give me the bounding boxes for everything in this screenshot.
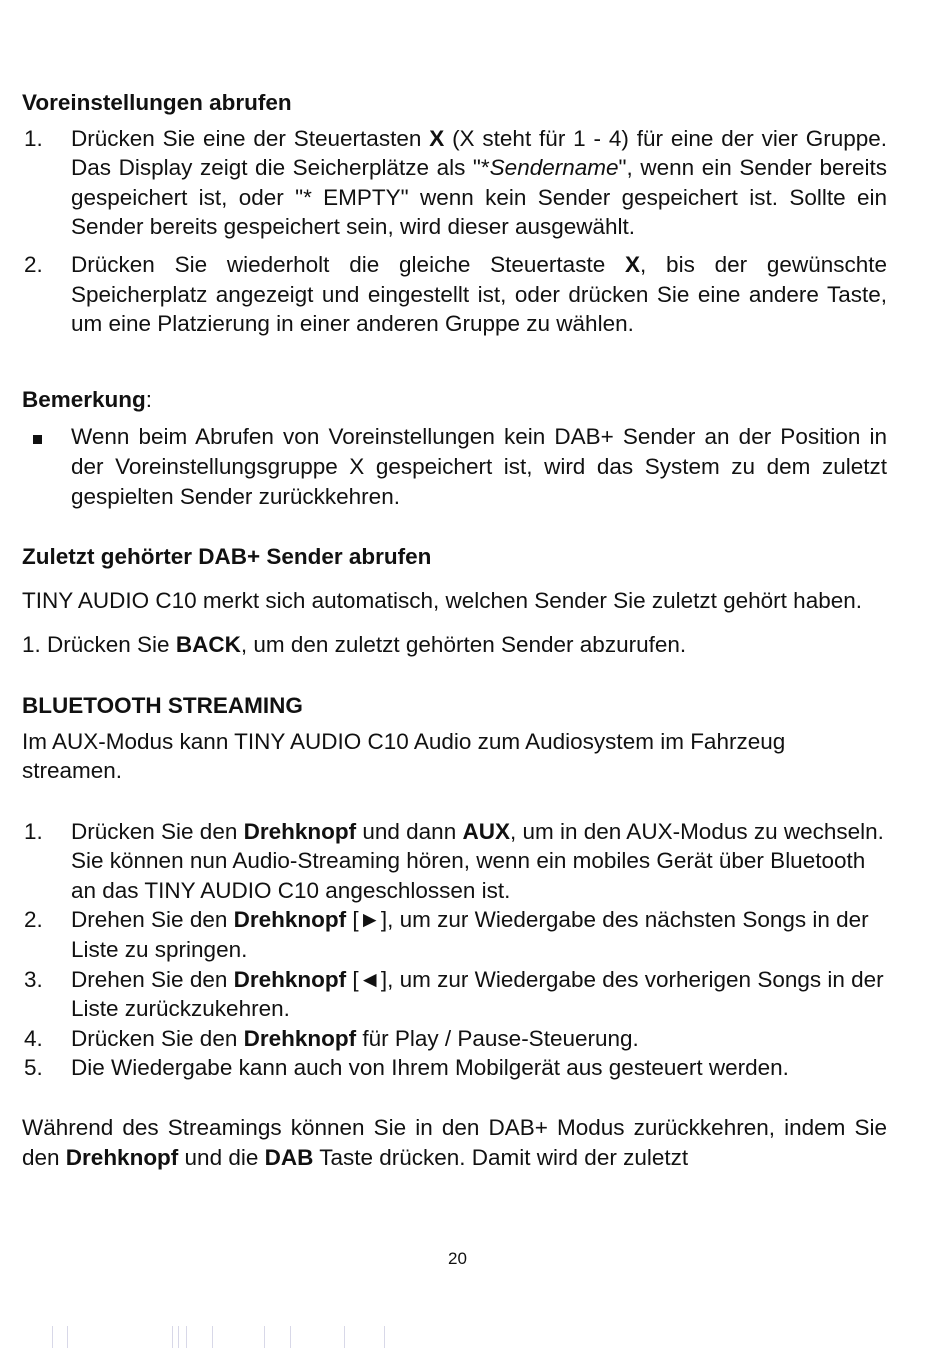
- bullet-icon: [22, 422, 71, 511]
- list-number: 2.: [24, 907, 43, 933]
- text-run: , bis der gewünschte Speicherplatz angezeigt und eingestellt ist, oder drücken Sie eine andere Taste, um eine Platzierung in einer anderen Gruppe zu wählen.: [71, 251, 887, 337]
- text-run: Drehen Sie den: [71, 907, 234, 933]
- list-item-text: [71, 250, 887, 339]
- text-run: Taste drücken. Damit wird der zuletzt: [313, 1144, 689, 1170]
- list-item: [22, 422, 887, 511]
- list-item: [22, 1024, 887, 1054]
- key-label: X: [625, 251, 641, 277]
- bluetooth-intro: Im AUX-Modus kann TINY AUDIO C10 Audio zum Audiosystem im Fahrzeug streamen.: [22, 728, 786, 784]
- bluetooth-closing: [22, 1113, 887, 1172]
- key-label: Drehknopf: [233, 966, 347, 992]
- key-label: AUX: [462, 818, 510, 844]
- list-number: 3.: [24, 966, 43, 992]
- list-item: [22, 817, 887, 906]
- text-run: , um den zuletzt gehörten Sender abzurufen.: [240, 632, 687, 658]
- text-run: Drücken Sie wiederholt die gleiche Steuertaste: [71, 251, 625, 277]
- list-number: 2.: [24, 251, 43, 277]
- list-item: [22, 250, 887, 339]
- list-item-text: [71, 1024, 887, 1054]
- key-label: Drehknopf: [243, 1025, 357, 1051]
- text-run: Drehen Sie den: [71, 966, 234, 992]
- section-title-bluetooth: BLUETOOTH STREAMING: [22, 692, 303, 718]
- page-number: 20: [448, 1249, 467, 1268]
- presets-steps: [22, 124, 887, 339]
- list-item-text: [71, 124, 887, 242]
- list-number: 4.: [24, 1025, 43, 1051]
- text-run: [◄], um zur Wiedergabe des vorherigen Songs in der Liste zurückzukehren.: [71, 966, 884, 1022]
- list-item-text: Die Wiedergabe kann auch von Ihrem Mobilgerät aus gesteuert werden.: [71, 1055, 789, 1081]
- text-run: und dann: [356, 818, 463, 844]
- key-label: X: [429, 125, 445, 151]
- text-run: Drücken Sie den: [71, 1025, 244, 1051]
- note-heading: [22, 385, 887, 415]
- note-text: Wenn beim Abrufen von Voreinstellungen kein DAB+ Sender an der Position in der Voreinstellungsgruppe X gespeichert ist, wird das System zu dem zuletzt gespielten Sender zurückkehren.: [71, 424, 887, 509]
- note-list: [22, 422, 887, 511]
- text-run: Während des Streamings können Sie in den DAB+ Modus zurückkehren, indem Sie den: [22, 1115, 887, 1170]
- bluetooth-steps: [22, 817, 887, 1083]
- key-label: Drehknopf: [243, 818, 357, 844]
- text-run: (X steht für 1 - 4) für eine der vier Gruppe. Das Display zeigt die Seicherplätze als "*: [71, 125, 887, 181]
- text-run: Drücken Sie den: [71, 818, 244, 844]
- note-label: Bemerkung: [22, 386, 146, 412]
- key-label: Drehknopf: [233, 907, 347, 933]
- station-name-placeholder: Sendername: [489, 155, 619, 181]
- list-number: 5.: [24, 1055, 43, 1081]
- note-colon: :: [145, 386, 153, 412]
- list-item: [22, 965, 887, 1024]
- text-run: Drücken Sie eine der Steuertasten: [71, 125, 430, 151]
- list-number: 1.: [24, 125, 43, 151]
- key-label: BACK: [175, 632, 241, 658]
- list-item: [22, 1053, 887, 1083]
- document-page: [22, 88, 887, 1172]
- text-run: für Play / Pause-Steuerung.: [356, 1025, 639, 1051]
- text-run: und die: [178, 1144, 265, 1170]
- scan-marks: [52, 1326, 452, 1348]
- key-label: Drehknopf: [65, 1144, 179, 1170]
- section-title-presets: Voreinstellungen abrufen: [22, 90, 292, 115]
- list-item-text: [71, 817, 887, 906]
- key-label: DAB: [264, 1144, 314, 1170]
- text-run: , um in den AUX-Modus zu wechseln. Sie können nun Audio-Streaming hören, wenn ein mobiles Gerät über Bluetooth an das TINY AUDIO C10 angeschlossen ist.: [71, 818, 884, 903]
- section-title-last-station: Zuletzt gehörter DAB+ Sender abrufen: [22, 544, 432, 570]
- text-run: 1. Drücken Sie: [22, 632, 176, 658]
- list-item: [22, 905, 887, 964]
- text-run: ", wenn ein Sender bereits gespeichert ist, oder "* EMPTY" wenn kein Sender gespeichert ist. Sollte ein Sender bereits gespeichert sein, wird dieser ausgewählt.: [71, 155, 887, 240]
- list-number: 1.: [24, 818, 43, 844]
- last-station-step: [22, 630, 887, 660]
- list-item: [22, 124, 887, 242]
- last-station-intro: TINY AUDIO C10 merkt sich automatisch, welchen Sender Sie zuletzt gehört haben.: [22, 587, 862, 613]
- text-run: [►], um zur Wiedergabe des nächsten Songs in der Liste zu springen.: [71, 907, 869, 963]
- list-item-text: [71, 905, 887, 964]
- list-item-text: [71, 965, 887, 1024]
